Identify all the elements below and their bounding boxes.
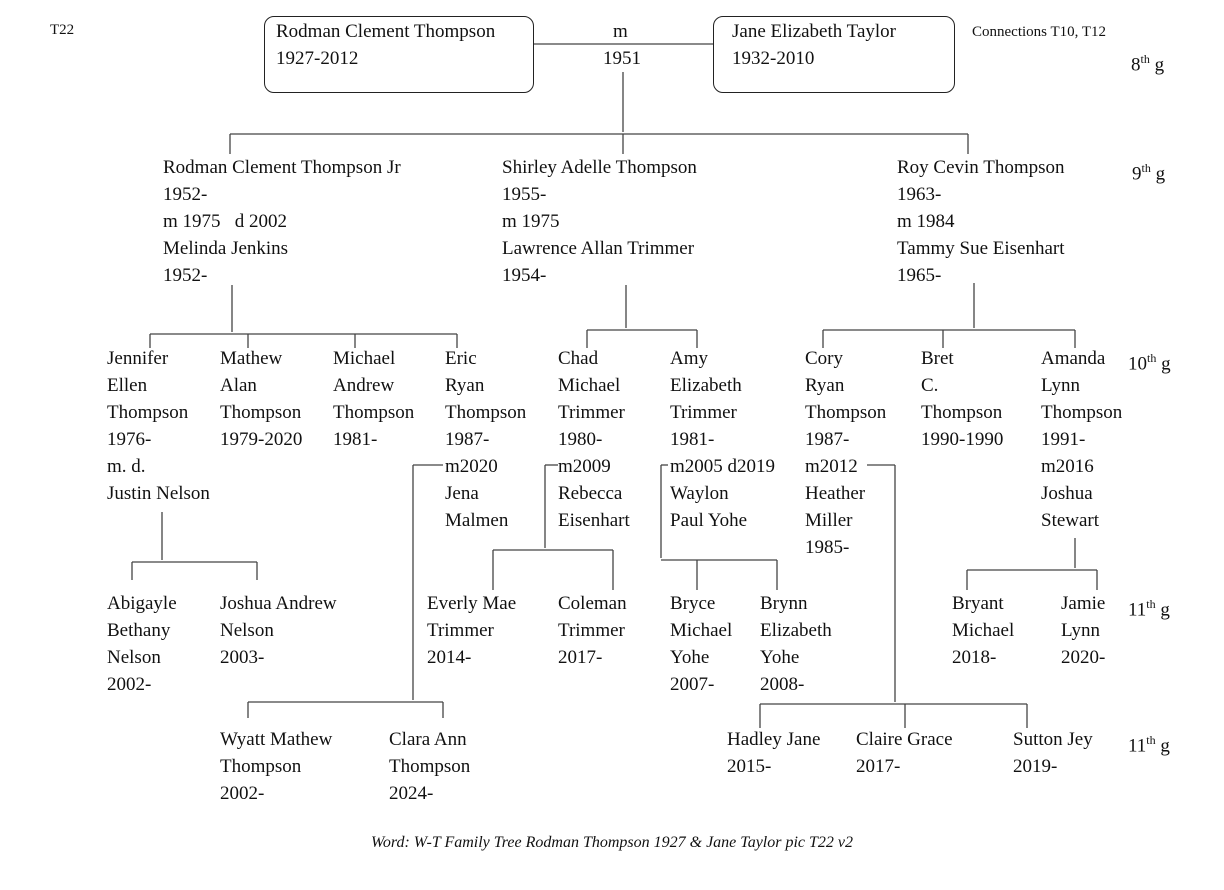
great-grandchild-abigayle: Abigayle Bethany Nelson 2002- [107,593,177,695]
grandchild-bret: Bret C. Thompson 1990-1990 [921,348,1004,450]
grandchild-amy: Amy Elizabeth Trimmer 1981- m2005 d2019 Waylon Paul Yohe [670,348,776,531]
grandchild-michael: Michael Andrew Thompson 1981- [333,348,415,450]
root-husband-name: Rodman Clement Thompson [276,21,496,42]
great-grandchild-everly: Everly Mae Trimmer 2014- [427,593,517,668]
great-grandchild-claire: Claire Grace 2017- [856,729,953,777]
child-rodman-jr: Rodman Clement Thompson Jr 1952- m 1975 d 2002 Melinda Jenkins 1952- [163,157,401,286]
generation-label-9: 9th g [1132,161,1166,185]
root-husband-years: 1927-2012 [276,48,359,69]
tree-tag: T22 [50,22,75,38]
footer-caption: Word: W-T Family Tree Rodman Thompson 1927 & Jane Taylor pic T22 v2 [370,834,854,851]
great-grandchild-wyatt: Wyatt Mathew Thompson 2002- [220,729,333,804]
great-grandchild-jamie: Jamie Lynn 2020- [1061,593,1106,668]
great-grandchild-sutton: Sutton Jey 2019- [1013,729,1093,777]
great-grandchild-coleman: Coleman Trimmer 2017- [558,593,627,668]
great-grandchild-bryce: Bryce Michael Yohe 2007- [670,593,733,695]
great-grandchild-joshua-andrew: Joshua Andrew Nelson 2003- [220,593,337,668]
root-marriage-label: m [613,21,628,42]
grandchild-mathew: Mathew Alan Thompson 1979-2020 [220,348,303,450]
great-grandchild-bryant: Bryant Michael 2018- [952,593,1015,668]
generation-label-10: 10th g [1128,351,1171,375]
connections-note: Connections T10, T12 [972,24,1107,40]
grandchild-amanda: Amanda Lynn Thompson 1991- m2016 Joshua Stewart [1041,348,1123,531]
grandchild-eric: Eric Ryan Thompson 1987- m2020 Jena Malmen [445,348,527,531]
generation-label-11-b: 11th g [1128,733,1170,757]
child-shirley: Shirley Adelle Thompson 1955- m 1975 Lawrence Allan Trimmer 1954- [502,157,697,286]
child-roy: Roy Cevin Thompson 1963- m 1984 Tammy Sue Eisenhart 1965- [897,157,1065,286]
grandchild-jennifer: Jennifer Ellen Thompson 1976- m. d. Justin Nelson [107,348,210,504]
grandchild-cory: Cory Ryan Thompson 1987- m2012 Heather Miller 1985- [805,348,887,558]
great-grandchild-brynn: Brynn Elizabeth Yohe 2008- [760,593,832,695]
root-marriage-year: 1951 [603,48,641,69]
generation-label-11-a: 11th g [1128,597,1170,621]
generation-label-8: 8th g [1131,52,1165,76]
great-grandchild-hadley: Hadley Jane 2015- [727,729,821,777]
root-wife-name: Jane Elizabeth Taylor [732,21,896,42]
root-wife-years: 1932-2010 [732,48,815,69]
grandchild-chad: Chad Michael Trimmer 1980- m2009 Rebecca Eisenhart [558,348,630,531]
great-grandchild-clara: Clara Ann Thompson 2024- [389,729,471,804]
